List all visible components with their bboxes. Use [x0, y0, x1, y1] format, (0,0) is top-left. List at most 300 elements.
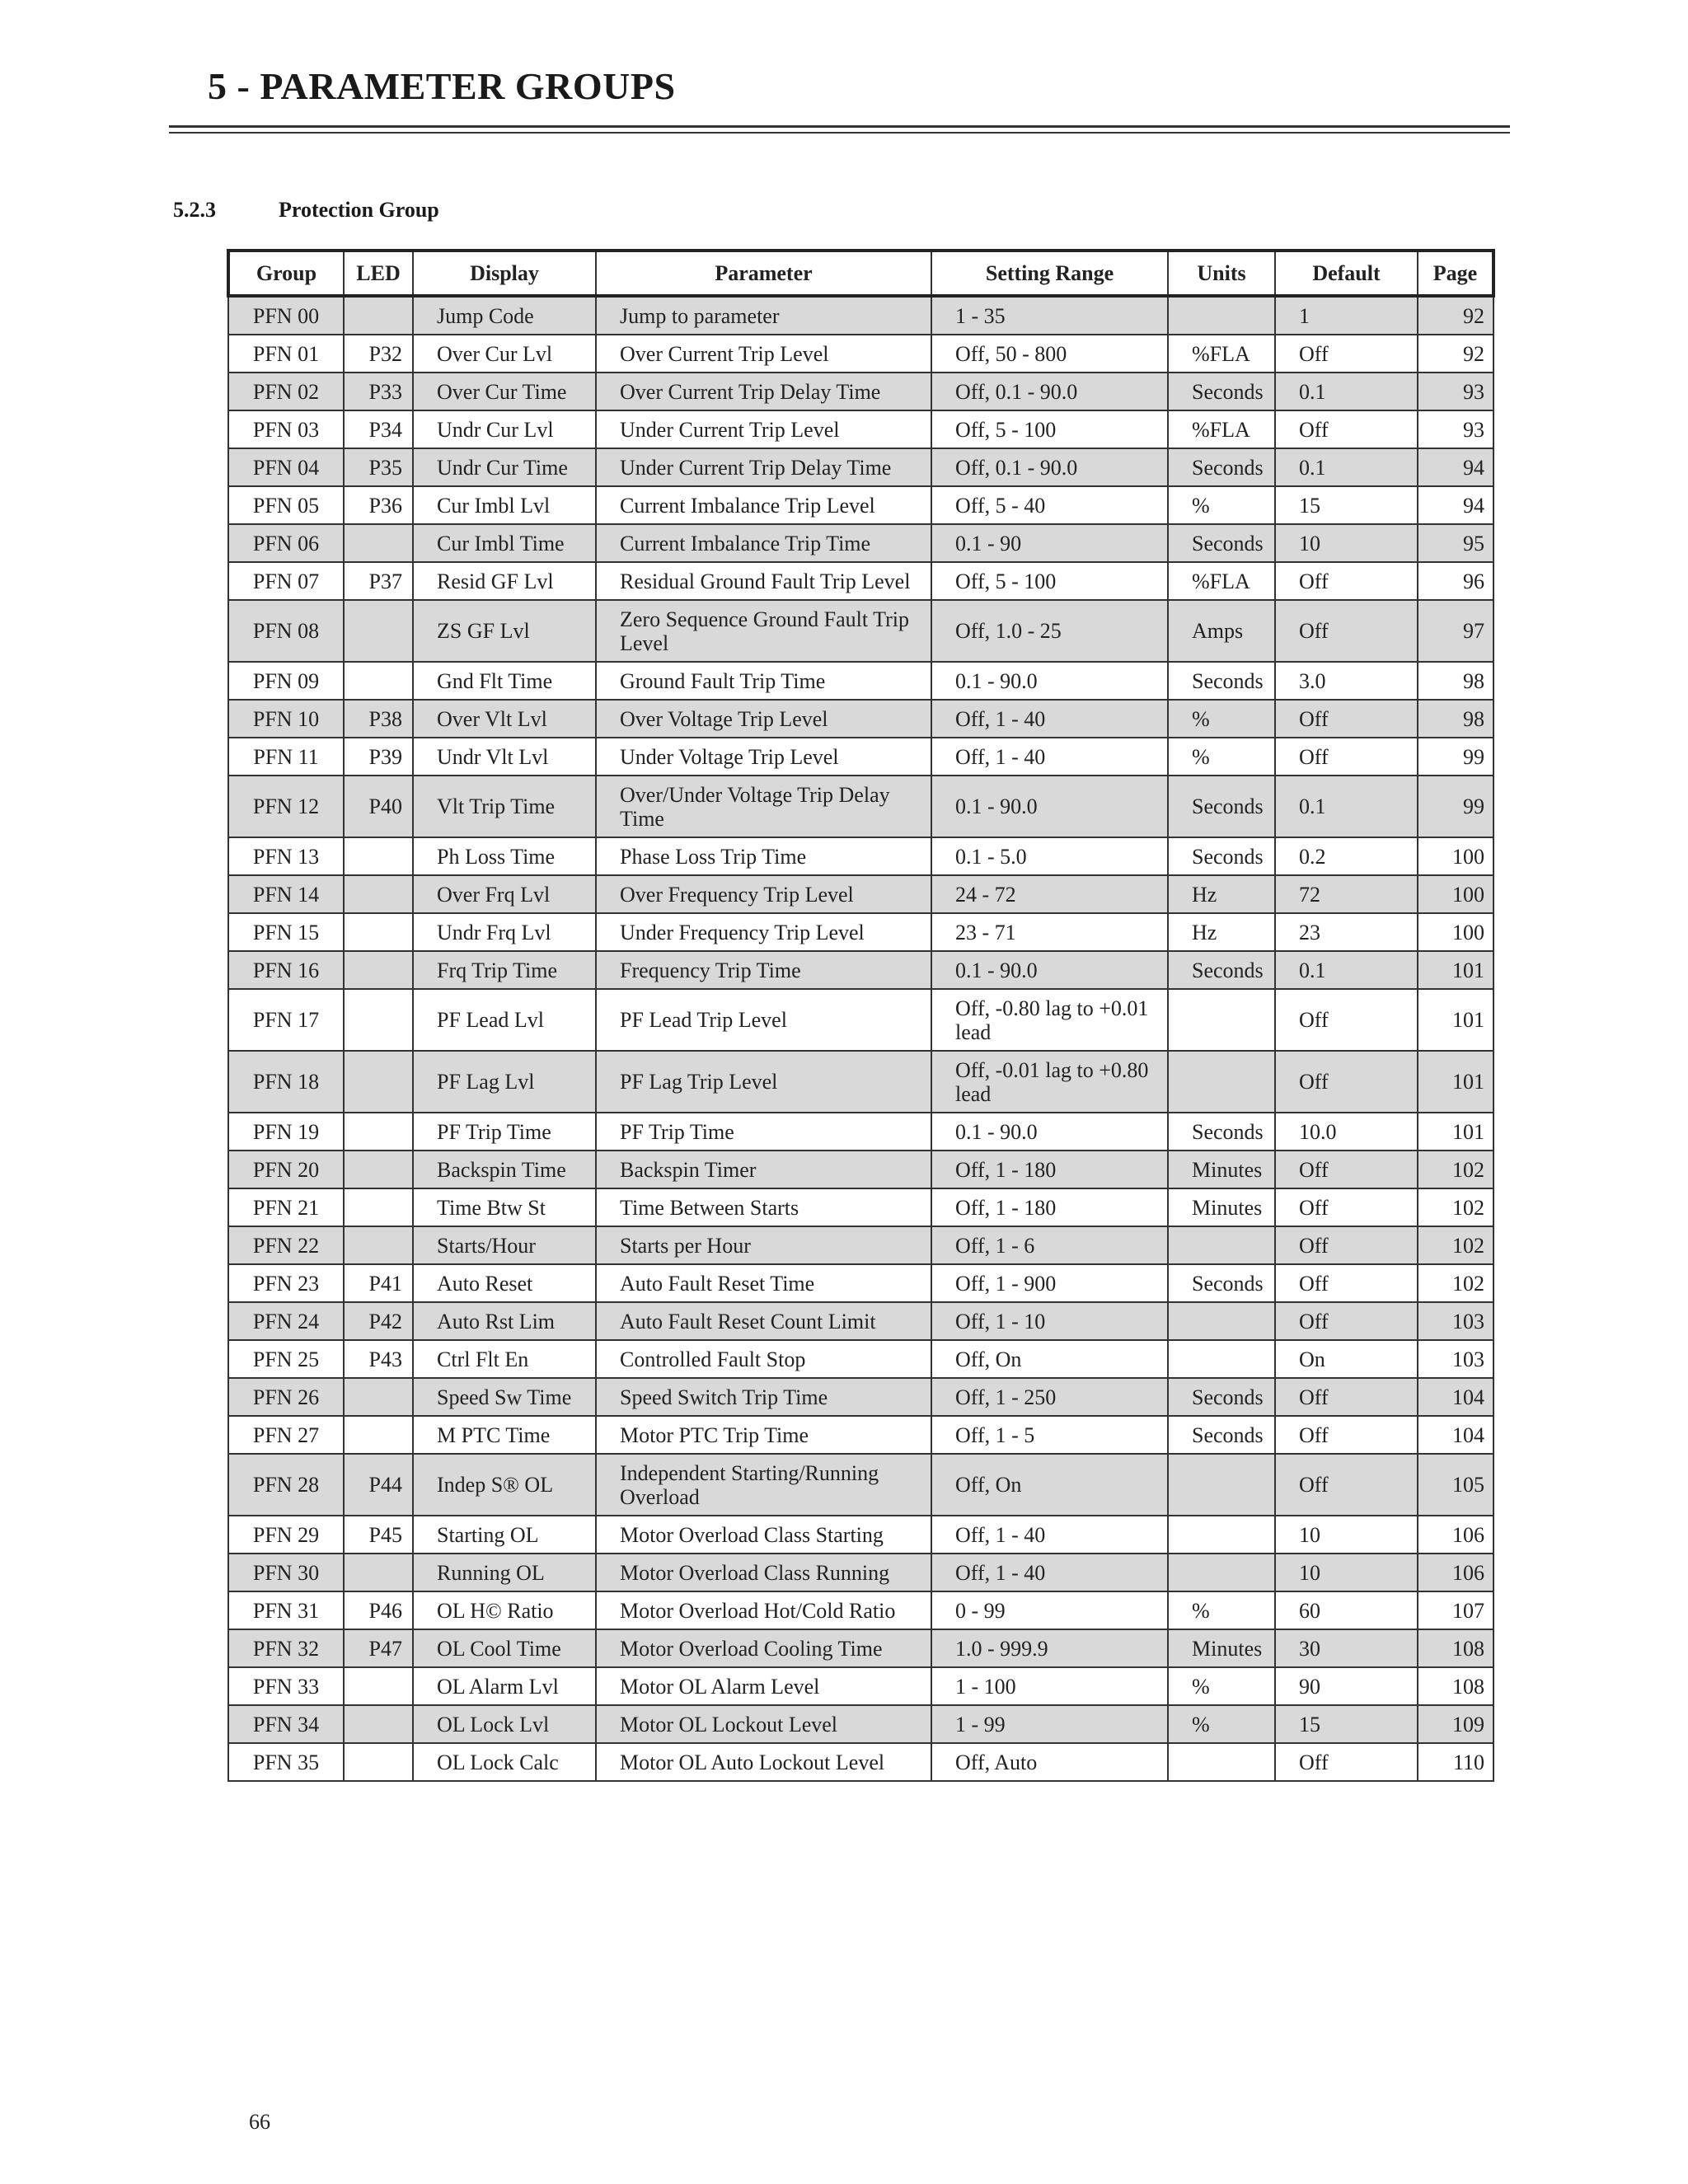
column-header-units: Units: [1168, 251, 1275, 296]
cell-units: Seconds: [1168, 448, 1275, 486]
section-number: 5.2.3: [173, 198, 216, 222]
cell-parameter: Speed Switch Trip Time: [596, 1378, 931, 1416]
cell-units: Minutes: [1168, 1151, 1275, 1188]
table-row: [228, 1188, 1493, 1226]
cell-default: 90: [1275, 1667, 1418, 1705]
cell-parameter: Over Frequency Trip Level: [596, 875, 931, 913]
cell-group: PFN 27: [228, 1416, 344, 1454]
table-row: [228, 448, 1493, 486]
table-header-row: [228, 251, 1493, 296]
cell-led: [344, 1188, 413, 1226]
cell-display: Vlt Trip Time: [413, 776, 596, 837]
cell-page: 96: [1418, 562, 1493, 600]
cell-default: 3.0: [1275, 662, 1418, 700]
cell-default: Off: [1275, 1378, 1418, 1416]
cell-default: 0.1: [1275, 448, 1418, 486]
cell-parameter: Backspin Timer: [596, 1151, 931, 1188]
cell-default: Off: [1275, 335, 1418, 373]
cell-led: [344, 296, 413, 335]
cell-led: [344, 1151, 413, 1188]
cell-setting-range: Off, 1 - 40: [931, 1554, 1168, 1591]
cell-led: P33: [344, 373, 413, 410]
cell-display: PF Lag Lvl: [413, 1051, 596, 1113]
cell-default: 15: [1275, 1705, 1418, 1743]
cell-setting-range: Off, 5 - 40: [931, 486, 1168, 524]
cell-group: PFN 25: [228, 1340, 344, 1378]
cell-display: M PTC Time: [413, 1416, 596, 1454]
cell-group: PFN 15: [228, 913, 344, 951]
cell-group: PFN 17: [228, 989, 344, 1051]
cell-page: 98: [1418, 700, 1493, 738]
cell-default: On: [1275, 1340, 1418, 1378]
cell-units: %: [1168, 1705, 1275, 1743]
cell-led: P43: [344, 1340, 413, 1378]
cell-setting-range: Off, On: [931, 1454, 1168, 1516]
cell-setting-range: Off, 1 - 6: [931, 1226, 1168, 1264]
cell-units: [1168, 1743, 1275, 1781]
cell-parameter: Phase Loss Trip Time: [596, 837, 931, 875]
cell-parameter: Motor PTC Trip Time: [596, 1416, 931, 1454]
cell-page: 103: [1418, 1340, 1493, 1378]
table-row: [228, 1113, 1493, 1151]
cell-display: Jump Code: [413, 296, 596, 335]
cell-units: [1168, 1554, 1275, 1591]
cell-units: Seconds: [1168, 1264, 1275, 1302]
cell-display: Resid GF Lvl: [413, 562, 596, 600]
cell-display: Over Cur Time: [413, 373, 596, 410]
cell-led: P47: [344, 1629, 413, 1667]
cell-parameter: Over Current Trip Level: [596, 335, 931, 373]
cell-default: Off: [1275, 1302, 1418, 1340]
cell-units: [1168, 1516, 1275, 1554]
section-heading: [173, 198, 439, 223]
cell-group: PFN 30: [228, 1554, 344, 1591]
cell-setting-range: Off, 1 - 40: [931, 738, 1168, 776]
cell-setting-range: Off, 5 - 100: [931, 562, 1168, 600]
cell-page: 109: [1418, 1705, 1493, 1743]
cell-display: OL Lock Calc: [413, 1743, 596, 1781]
cell-default: Off: [1275, 562, 1418, 600]
cell-setting-range: Off, 1 - 180: [931, 1188, 1168, 1226]
cell-default: Off: [1275, 700, 1418, 738]
cell-display: Over Vlt Lvl: [413, 700, 596, 738]
cell-parameter: Motor Overload Class Running: [596, 1554, 931, 1591]
cell-group: PFN 16: [228, 951, 344, 989]
cell-setting-range: Off, 1 - 900: [931, 1264, 1168, 1302]
cell-display: Auto Reset: [413, 1264, 596, 1302]
table-row: [228, 410, 1493, 448]
cell-units: [1168, 1226, 1275, 1264]
cell-group: PFN 28: [228, 1454, 344, 1516]
cell-led: [344, 1554, 413, 1591]
cell-default: 15: [1275, 486, 1418, 524]
cell-page: 104: [1418, 1378, 1493, 1416]
cell-parameter: Current Imbalance Trip Level: [596, 486, 931, 524]
cell-led: [344, 1667, 413, 1705]
cell-group: PFN 12: [228, 776, 344, 837]
cell-setting-range: 23 - 71: [931, 913, 1168, 951]
cell-page: 102: [1418, 1151, 1493, 1188]
cell-default: 60: [1275, 1591, 1418, 1629]
cell-page: 102: [1418, 1226, 1493, 1264]
cell-display: Ctrl Flt En: [413, 1340, 596, 1378]
cell-group: PFN 10: [228, 700, 344, 738]
cell-setting-range: 1 - 99: [931, 1705, 1168, 1743]
cell-default: Off: [1275, 1743, 1418, 1781]
table-row: [228, 1226, 1493, 1264]
cell-display: Starts/Hour: [413, 1226, 596, 1264]
cell-default: Off: [1275, 1264, 1418, 1302]
cell-display: Undr Cur Lvl: [413, 410, 596, 448]
cell-display: OL H© Ratio: [413, 1591, 596, 1629]
table-row: [228, 1340, 1493, 1378]
cell-display: Over Cur Lvl: [413, 335, 596, 373]
table-row: [228, 1743, 1493, 1781]
cell-led: [344, 524, 413, 562]
table-row: [228, 700, 1493, 738]
cell-group: PFN 01: [228, 335, 344, 373]
cell-setting-range: 1.0 - 999.9: [931, 1629, 1168, 1667]
cell-page: 98: [1418, 662, 1493, 700]
cell-parameter: Under Current Trip Level: [596, 410, 931, 448]
cell-setting-range: Off, 1 - 250: [931, 1378, 1168, 1416]
table-row: [228, 989, 1493, 1051]
cell-page: 92: [1418, 296, 1493, 335]
cell-units: Seconds: [1168, 837, 1275, 875]
table-row: [228, 1378, 1493, 1416]
table-row: [228, 913, 1493, 951]
cell-parameter: Time Between Starts: [596, 1188, 931, 1226]
cell-page: 94: [1418, 448, 1493, 486]
cell-default: Off: [1275, 1416, 1418, 1454]
cell-setting-range: Off, 1 - 180: [931, 1151, 1168, 1188]
cell-group: PFN 05: [228, 486, 344, 524]
section-title: Protection Group: [279, 198, 439, 222]
cell-default: 0.1: [1275, 951, 1418, 989]
table-row: [228, 486, 1493, 524]
cell-page: 100: [1418, 837, 1493, 875]
cell-default: 10: [1275, 524, 1418, 562]
cell-group: PFN 18: [228, 1051, 344, 1113]
cell-group: PFN 26: [228, 1378, 344, 1416]
cell-page: 95: [1418, 524, 1493, 562]
page-number: 66: [249, 2110, 270, 2134]
table-row: [228, 1051, 1493, 1113]
cell-display: Gnd Flt Time: [413, 662, 596, 700]
column-header-group: Group: [228, 251, 344, 296]
cell-led: P37: [344, 562, 413, 600]
cell-display: Undr Cur Time: [413, 448, 596, 486]
cell-setting-range: 0.1 - 90.0: [931, 776, 1168, 837]
cell-group: PFN 33: [228, 1667, 344, 1705]
cell-page: 103: [1418, 1302, 1493, 1340]
cell-led: [344, 875, 413, 913]
cell-group: PFN 24: [228, 1302, 344, 1340]
cell-led: [344, 600, 413, 662]
cell-units: [1168, 989, 1275, 1051]
cell-display: Auto Rst Lim: [413, 1302, 596, 1340]
cell-display: PF Lead Lvl: [413, 989, 596, 1051]
cell-group: PFN 21: [228, 1188, 344, 1226]
cell-page: 102: [1418, 1264, 1493, 1302]
cell-setting-range: Off, 5 - 100: [931, 410, 1168, 448]
cell-led: [344, 1743, 413, 1781]
cell-setting-range: 0.1 - 90.0: [931, 662, 1168, 700]
cell-led: P34: [344, 410, 413, 448]
table-row: [228, 1591, 1493, 1629]
cell-units: Minutes: [1168, 1629, 1275, 1667]
cell-parameter: Over Voltage Trip Level: [596, 700, 931, 738]
table-row: [228, 1705, 1493, 1743]
cell-group: PFN 09: [228, 662, 344, 700]
cell-units: Minutes: [1168, 1188, 1275, 1226]
cell-led: P32: [344, 335, 413, 373]
cell-led: [344, 913, 413, 951]
cell-setting-range: 24 - 72: [931, 875, 1168, 913]
cell-page: 92: [1418, 335, 1493, 373]
table-row: [228, 1264, 1493, 1302]
cell-page: 108: [1418, 1629, 1493, 1667]
cell-parameter: Independent Starting/Running Overload: [596, 1454, 931, 1516]
cell-units: Seconds: [1168, 1416, 1275, 1454]
cell-setting-range: Off, 1 - 5: [931, 1416, 1168, 1454]
cell-parameter: Over/Under Voltage Trip Delay Time: [596, 776, 931, 837]
cell-parameter: Under Frequency Trip Level: [596, 913, 931, 951]
cell-parameter: Zero Sequence Ground Fault Trip Level: [596, 600, 931, 662]
cell-units: Seconds: [1168, 776, 1275, 837]
cell-group: PFN 22: [228, 1226, 344, 1264]
cell-led: P35: [344, 448, 413, 486]
cell-page: 101: [1418, 989, 1493, 1051]
cell-page: 102: [1418, 1188, 1493, 1226]
cell-group: PFN 19: [228, 1113, 344, 1151]
cell-led: P46: [344, 1591, 413, 1629]
cell-units: %: [1168, 486, 1275, 524]
cell-setting-range: Off, 0.1 - 90.0: [931, 448, 1168, 486]
cell-units: Hz: [1168, 875, 1275, 913]
cell-parameter: Motor OL Lockout Level: [596, 1705, 931, 1743]
cell-page: 105: [1418, 1454, 1493, 1516]
table-row: [228, 1416, 1493, 1454]
table-row: [228, 875, 1493, 913]
cell-default: 10: [1275, 1516, 1418, 1554]
cell-parameter: Motor OL Alarm Level: [596, 1667, 931, 1705]
cell-units: %: [1168, 738, 1275, 776]
cell-led: P44: [344, 1454, 413, 1516]
cell-led: [344, 1705, 413, 1743]
cell-page: 93: [1418, 410, 1493, 448]
cell-display: Speed Sw Time: [413, 1378, 596, 1416]
cell-units: %FLA: [1168, 410, 1275, 448]
cell-default: Off: [1275, 989, 1418, 1051]
cell-page: 101: [1418, 1051, 1493, 1113]
cell-group: PFN 35: [228, 1743, 344, 1781]
cell-default: Off: [1275, 738, 1418, 776]
cell-display: Running OL: [413, 1554, 596, 1591]
table-row: [228, 335, 1493, 373]
cell-parameter: Under Current Trip Delay Time: [596, 448, 931, 486]
cell-display: OL Alarm Lvl: [413, 1667, 596, 1705]
cell-default: 10.0: [1275, 1113, 1418, 1151]
cell-page: 97: [1418, 600, 1493, 662]
cell-units: Seconds: [1168, 951, 1275, 989]
table-row: [228, 600, 1493, 662]
cell-parameter: Auto Fault Reset Time: [596, 1264, 931, 1302]
cell-parameter: Motor Overload Class Starting: [596, 1516, 931, 1554]
table-row: [228, 1454, 1493, 1516]
cell-units: Seconds: [1168, 524, 1275, 562]
cell-default: 23: [1275, 913, 1418, 951]
cell-display: Indep S® OL: [413, 1454, 596, 1516]
cell-setting-range: Off, 1 - 10: [931, 1302, 1168, 1340]
cell-display: Undr Vlt Lvl: [413, 738, 596, 776]
cell-default: Off: [1275, 600, 1418, 662]
cell-display: Ph Loss Time: [413, 837, 596, 875]
cell-parameter: PF Lag Trip Level: [596, 1051, 931, 1113]
header-rule-bottom: [169, 132, 1510, 134]
cell-setting-range: Off, 1 - 40: [931, 700, 1168, 738]
cell-led: P42: [344, 1302, 413, 1340]
cell-display: OL Lock Lvl: [413, 1705, 596, 1743]
cell-led: [344, 1378, 413, 1416]
cell-parameter: Motor Overload Hot/Cold Ratio: [596, 1591, 931, 1629]
cell-led: [344, 1416, 413, 1454]
table-row: [228, 296, 1493, 335]
cell-display: Frq Trip Time: [413, 951, 596, 989]
cell-units: [1168, 1340, 1275, 1378]
cell-setting-range: Off, 0.1 - 90.0: [931, 373, 1168, 410]
cell-default: 10: [1275, 1554, 1418, 1591]
table-body: [228, 296, 1493, 1781]
cell-display: Backspin Time: [413, 1151, 596, 1188]
cell-page: 99: [1418, 776, 1493, 837]
table-row: [228, 1302, 1493, 1340]
cell-parameter: Jump to parameter: [596, 296, 931, 335]
cell-default: 0.1: [1275, 373, 1418, 410]
cell-parameter: Controlled Fault Stop: [596, 1340, 931, 1378]
table-row: [228, 951, 1493, 989]
cell-page: 107: [1418, 1591, 1493, 1629]
header-rule-top: [169, 125, 1510, 128]
table-row: [228, 662, 1493, 700]
cell-units: %FLA: [1168, 335, 1275, 373]
table-row: [228, 738, 1493, 776]
cell-units: %: [1168, 700, 1275, 738]
cell-setting-range: Off, -0.01 lag to +0.80 lead: [931, 1051, 1168, 1113]
cell-led: P38: [344, 700, 413, 738]
cell-units: %: [1168, 1667, 1275, 1705]
cell-group: PFN 04: [228, 448, 344, 486]
column-header-page: Page: [1418, 251, 1493, 296]
cell-setting-range: Off, Auto: [931, 1743, 1168, 1781]
cell-group: PFN 07: [228, 562, 344, 600]
cell-page: 100: [1418, 875, 1493, 913]
cell-led: P40: [344, 776, 413, 837]
cell-default: Off: [1275, 1454, 1418, 1516]
cell-units: [1168, 1302, 1275, 1340]
cell-page: 106: [1418, 1554, 1493, 1591]
table-row: [228, 1554, 1493, 1591]
cell-display: OL Cool Time: [413, 1629, 596, 1667]
cell-units: Hz: [1168, 913, 1275, 951]
cell-setting-range: 0.1 - 90: [931, 524, 1168, 562]
cell-group: PFN 00: [228, 296, 344, 335]
cell-units: %: [1168, 1591, 1275, 1629]
cell-parameter: Auto Fault Reset Count Limit: [596, 1302, 931, 1340]
cell-units: [1168, 1454, 1275, 1516]
cell-group: PFN 20: [228, 1151, 344, 1188]
cell-led: [344, 662, 413, 700]
cell-display: Undr Frq Lvl: [413, 913, 596, 951]
cell-page: 100: [1418, 913, 1493, 951]
cell-display: PF Trip Time: [413, 1113, 596, 1151]
cell-display: Time Btw St: [413, 1188, 596, 1226]
cell-group: PFN 08: [228, 600, 344, 662]
table-row: [228, 373, 1493, 410]
cell-default: 72: [1275, 875, 1418, 913]
cell-led: [344, 1113, 413, 1151]
cell-parameter: Ground Fault Trip Time: [596, 662, 931, 700]
cell-led: [344, 951, 413, 989]
cell-units: Seconds: [1168, 1113, 1275, 1151]
chapter-title: 5 - PARAMETER GROUPS: [208, 65, 676, 107]
cell-page: 101: [1418, 1113, 1493, 1151]
cell-units: Amps: [1168, 600, 1275, 662]
cell-setting-range: Off, On: [931, 1340, 1168, 1378]
table-row: [228, 776, 1493, 837]
cell-default: 0.2: [1275, 837, 1418, 875]
cell-group: PFN 03: [228, 410, 344, 448]
cell-page: 110: [1418, 1743, 1493, 1781]
cell-parameter: PF Trip Time: [596, 1113, 931, 1151]
table-row: [228, 1151, 1493, 1188]
cell-units: Seconds: [1168, 662, 1275, 700]
cell-setting-range: 0.1 - 90.0: [931, 951, 1168, 989]
table-row: [228, 837, 1493, 875]
table-row: [228, 1629, 1493, 1667]
cell-group: PFN 13: [228, 837, 344, 875]
cell-led: P36: [344, 486, 413, 524]
cell-setting-range: Off, 50 - 800: [931, 335, 1168, 373]
cell-group: PFN 29: [228, 1516, 344, 1554]
cell-page: 93: [1418, 373, 1493, 410]
cell-setting-range: Off, -0.80 lag to +0.01 lead: [931, 989, 1168, 1051]
column-header-parameter: Parameter: [596, 251, 931, 296]
cell-led: [344, 1051, 413, 1113]
cell-group: PFN 06: [228, 524, 344, 562]
cell-page: 101: [1418, 951, 1493, 989]
column-header-setting-range: Setting Range: [931, 251, 1168, 296]
cell-page: 106: [1418, 1516, 1493, 1554]
cell-default: 1: [1275, 296, 1418, 335]
cell-parameter: Over Current Trip Delay Time: [596, 373, 931, 410]
cell-default: Off: [1275, 1151, 1418, 1188]
cell-default: Off: [1275, 1051, 1418, 1113]
cell-parameter: Motor Overload Cooling Time: [596, 1629, 931, 1667]
cell-setting-range: 0.1 - 5.0: [931, 837, 1168, 875]
cell-display: Starting OL: [413, 1516, 596, 1554]
cell-default: Off: [1275, 410, 1418, 448]
cell-default: Off: [1275, 1226, 1418, 1264]
protection-group-table: [227, 249, 1495, 1782]
cell-led: [344, 1226, 413, 1264]
cell-setting-range: Off, 1.0 - 25: [931, 600, 1168, 662]
cell-display: ZS GF Lvl: [413, 600, 596, 662]
table-row: [228, 1667, 1493, 1705]
cell-default: 0.1: [1275, 776, 1418, 837]
cell-display: Cur Imbl Lvl: [413, 486, 596, 524]
cell-units: Seconds: [1168, 1378, 1275, 1416]
